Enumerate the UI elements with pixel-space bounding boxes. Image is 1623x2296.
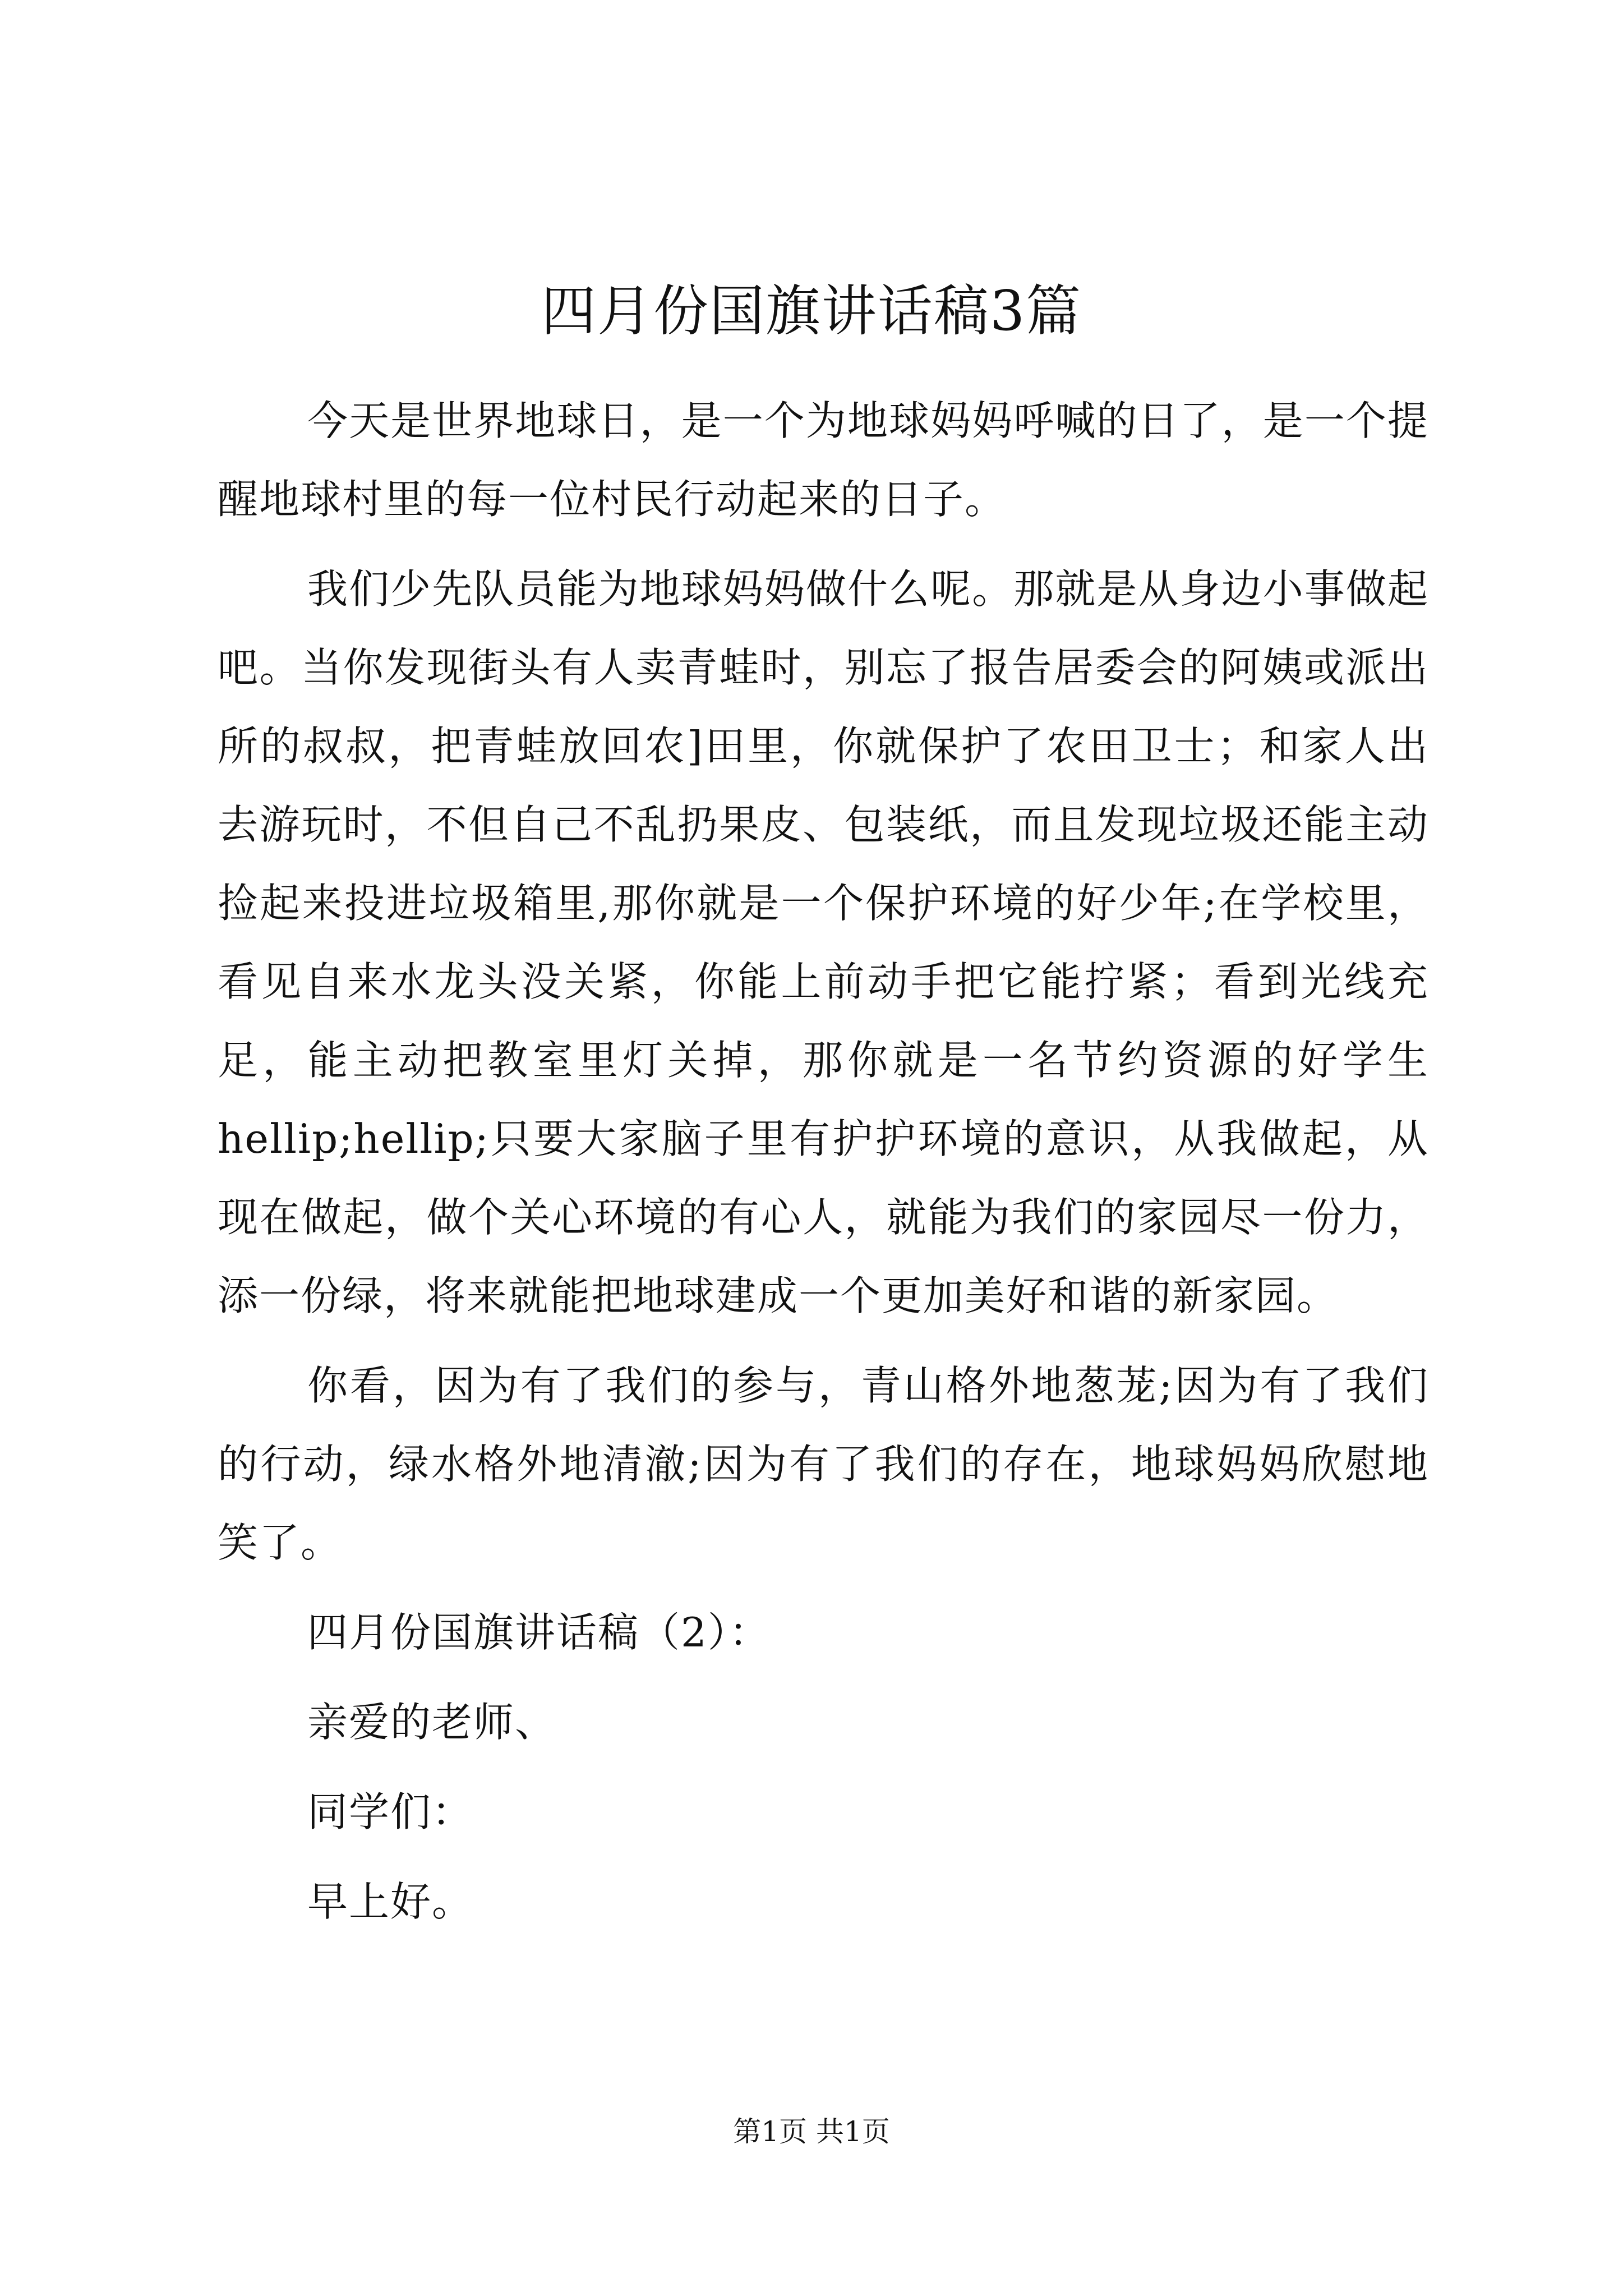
paragraph: 四月份国旗讲话稿（2）： xyxy=(307,1609,771,1656)
page-footer: 第1页 共1页 xyxy=(733,2115,890,2148)
paragraph: 今天是世界地球日，是一个为地球妈妈呼喊的日了，是一个提醒地球村里的每一位村民行动起来的日子。 xyxy=(218,397,1429,523)
paragraph: 早上好。 xyxy=(307,1878,474,1925)
document-title: 四月份国旗讲话稿3篇 xyxy=(541,279,1082,343)
paragraph: 我们少先队员能为地球妈妈做什么呢。那就是从身边小事做起吧。当你发现街头有人卖青蛙时，别忘了报告居委会的阿姨或派出所的叔叔，把青蛙放回农]田里，你就保护了农田卫士；和家人出去游玩时，不但自己不乱扔果皮、包装纸，而且发现垃圾还能主动捡起来投进垃圾箱里,那你就是一个保护环境的好少年;在学校里，看见自来水龙头没关紧，你能上前动手把它能拧紧；看到光线充足，能主动把教室里灯关掉，那你就是一名节约资源的好学生hellip;hellip;只要大家脑子里有护护环境的意识，从我做起，从现在做起，做个关心环境的有心人，就能为我们的家园尽一份力，添一份绿，将来就能把地球建成一个更加美好和谐的新家园。 xyxy=(218,565,1429,1319)
paragraph: 你看，因为有了我们的参与，青山格外地葱茏;因为有了我们的行动，绿水格外地清澈;因为有了我们的存在，地球妈妈欣慰地笑了。 xyxy=(218,1362,1429,1566)
document-body xyxy=(218,381,1429,1941)
paragraph: 亲爱的老师、 xyxy=(307,1699,557,1746)
paragraph: 同学们： xyxy=(307,1788,474,1835)
